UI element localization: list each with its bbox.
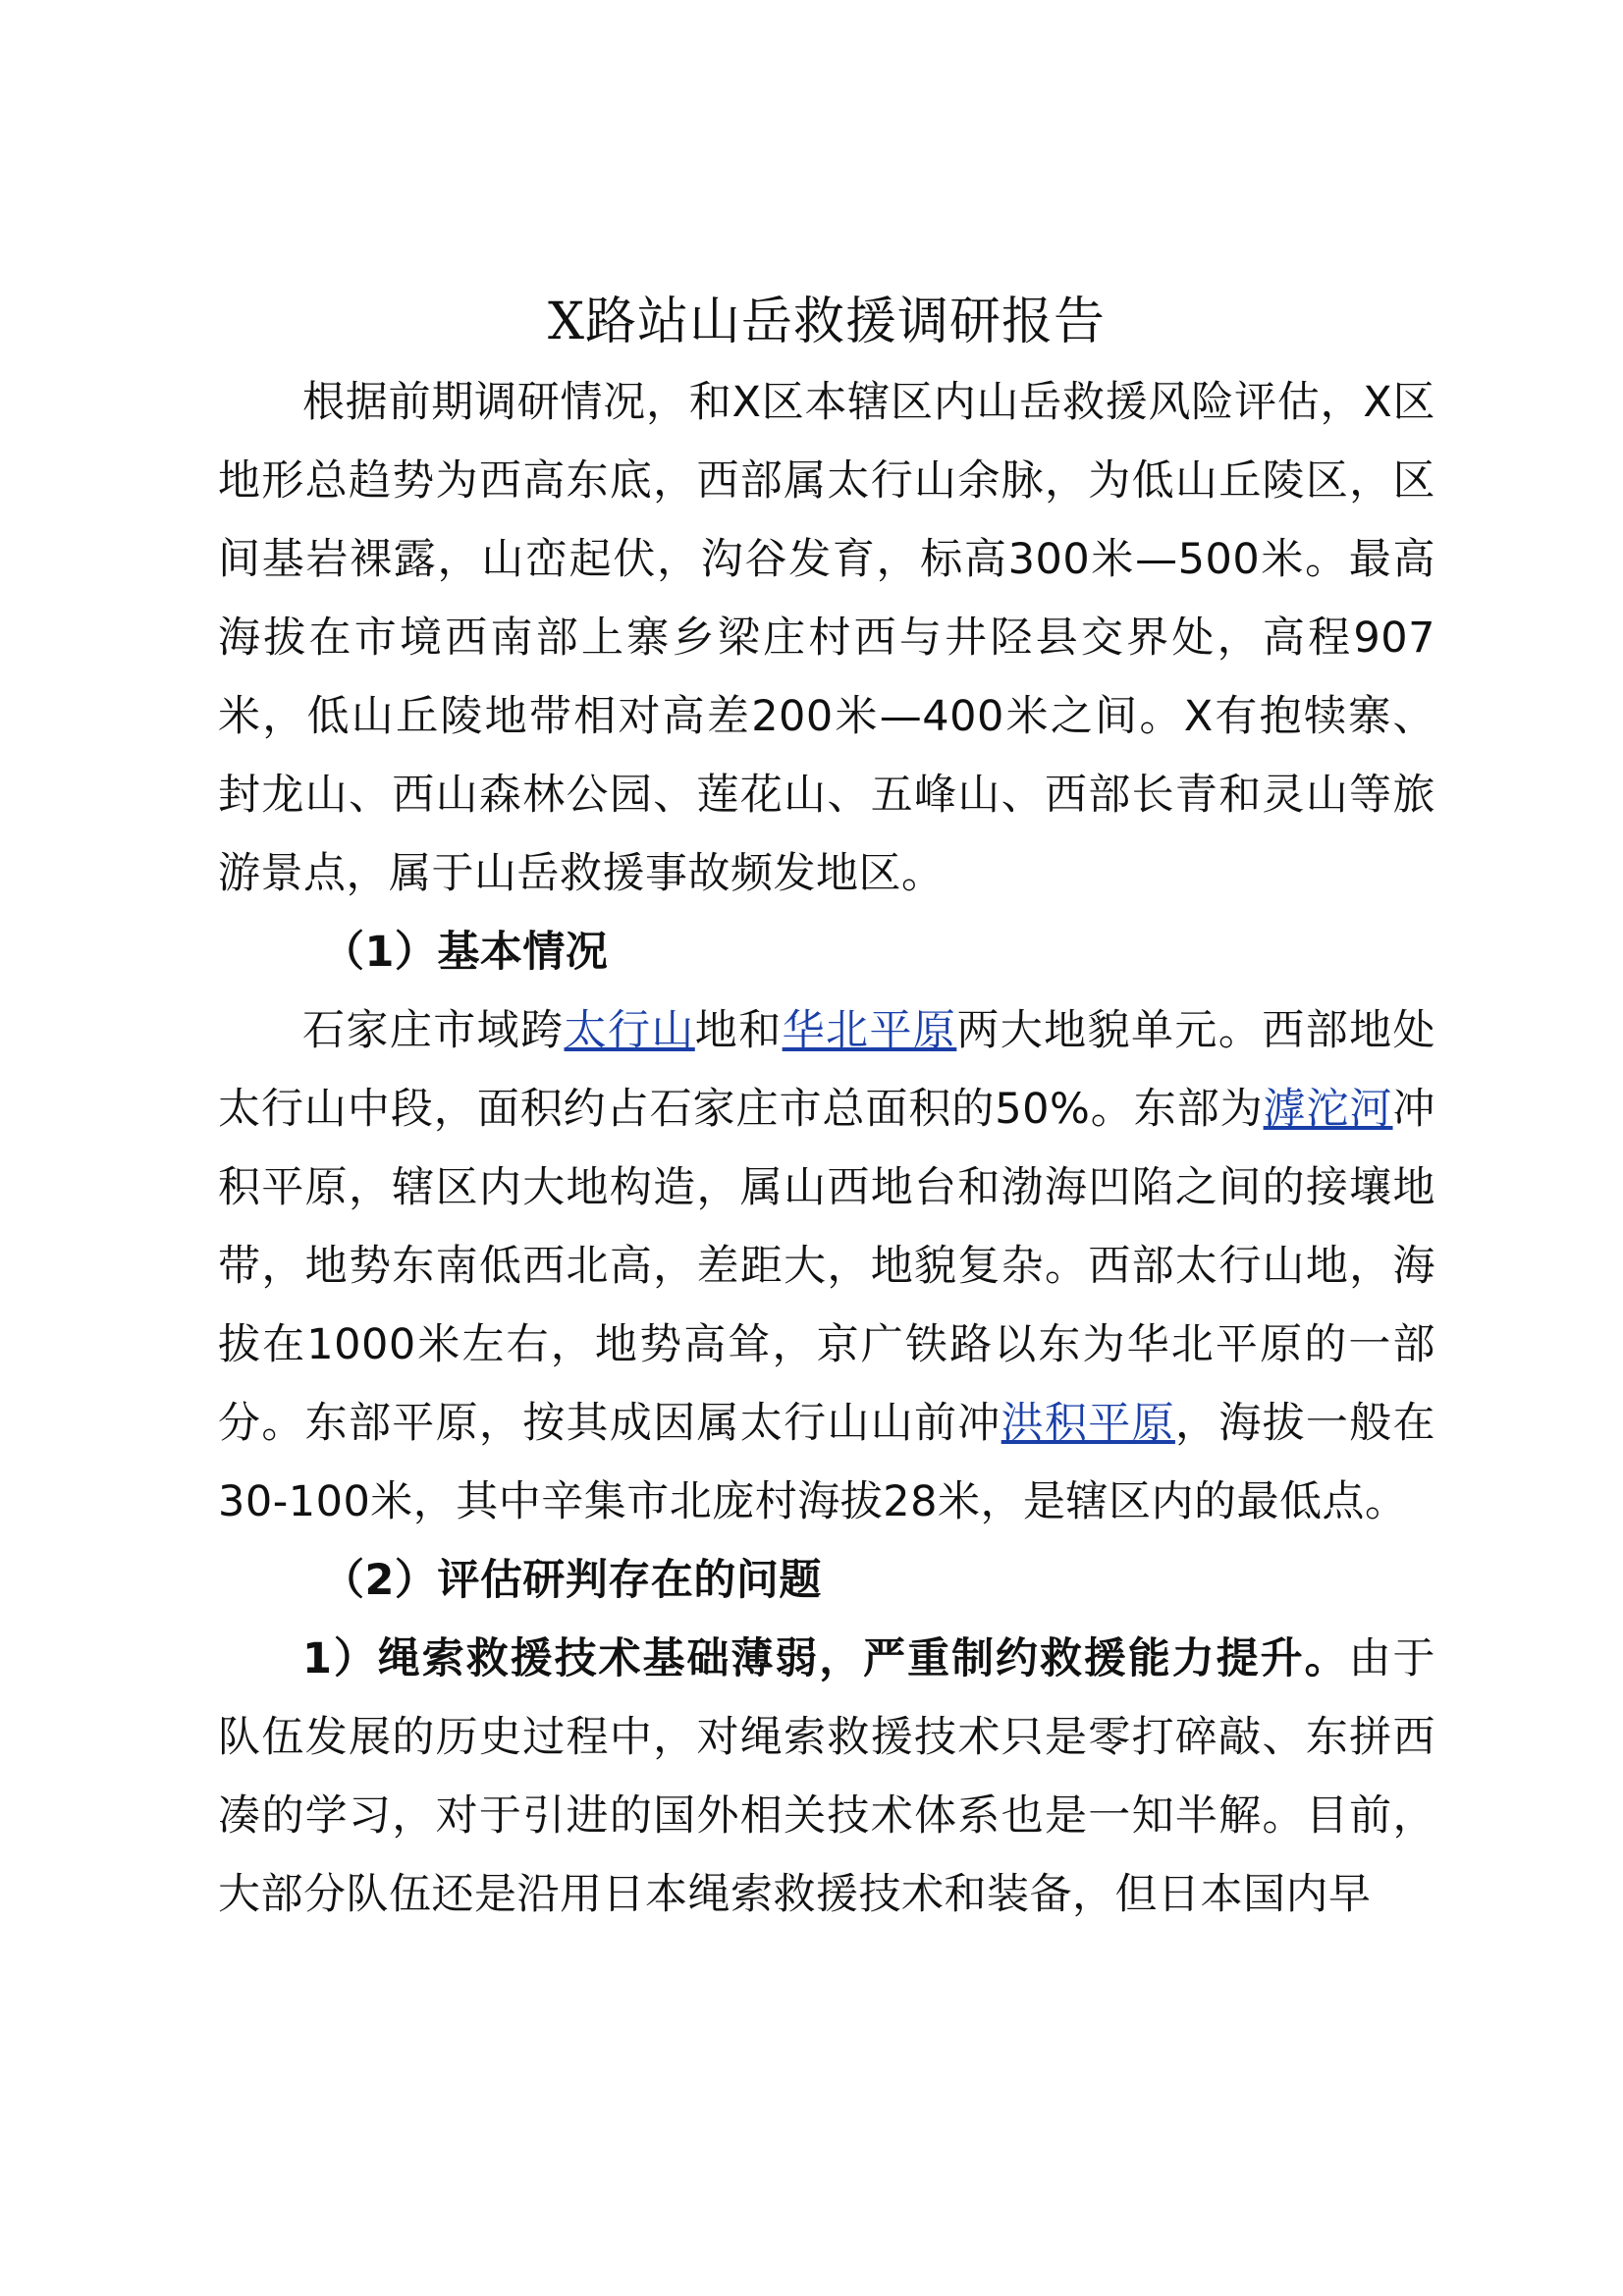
link-taihang-mountain[interactable]: 太行山 xyxy=(564,1006,695,1055)
link-hutuo-river[interactable]: 滹沱河 xyxy=(1263,1085,1393,1134)
section-heading-problems: （2）评估研判存在的问题 xyxy=(322,1556,822,1605)
problem-1-lead: 1）绳索救援技术基础薄弱，严重制约救援能力提升。 xyxy=(302,1634,1349,1683)
basic-situation-paragraph xyxy=(218,991,1435,1541)
document-body xyxy=(218,281,1435,1934)
document-title: X路站山岳救援调研报告 xyxy=(547,293,1107,351)
intro-paragraph: 根据前期调研情况，和X区本辖区内山岳救援风险评估，X区地形总趋势为西高东底，西部属太行山余脉，为低山丘陵区，区间基岩裸露，山峦起伏，沟谷发育，标高300米—500米。最高海拔在市境西南部上寨乡梁庄村西与井陉县交界处，高程907米，低山丘陵地带相对高差200米—400米之间。X有抱犊寨、封龙山、西山森林公园、莲花山、五峰山、西部长青和灵山等旅游景点，属于山岳救援事故频发地区。 xyxy=(218,378,1435,898)
section-heading-basic-situation: （1）基本情况 xyxy=(322,928,609,977)
link-alluvial-plain[interactable]: 洪积平原 xyxy=(1001,1399,1175,1448)
basic-text-4: 冲积平原，辖区内大地构造，属山西地台和渤海凹陷之间的接壤地带，地势东南低西北高，差距大，地貌复杂。西部太行山地，海拔在1000米左右，地势高耸，京广铁路以东为华北平原的一部分。东部平原，按其成因属太行山山前冲 xyxy=(218,1085,1436,1448)
basic-text-5: ，海拔一般在30-100米，其中辛集市北庞村海拔28米，是辖区内的最低点。 xyxy=(218,1399,1436,1526)
link-north-china-plain[interactable]: 华北平原 xyxy=(782,1006,957,1055)
problem-1-text: 由于队伍发展的历史过程中，对绳索救援技术只是零打碎敲、东拼西凑的学习，对于引进的国外相关技术体系也是一知半解。目前，大部分队伍还是沿用日本绳索救援技术和装备，但日本国内早 xyxy=(218,1634,1436,1919)
basic-text-3: 两大地貌单元。西部地处太行山中段，面积约占石家庄市总面积的50%。东部为 xyxy=(218,1006,1436,1134)
basic-text-1: 石家庄市域跨 xyxy=(302,1006,565,1055)
basic-text-2: 地和 xyxy=(694,1006,783,1055)
problems-paragraph xyxy=(218,1620,1435,1934)
